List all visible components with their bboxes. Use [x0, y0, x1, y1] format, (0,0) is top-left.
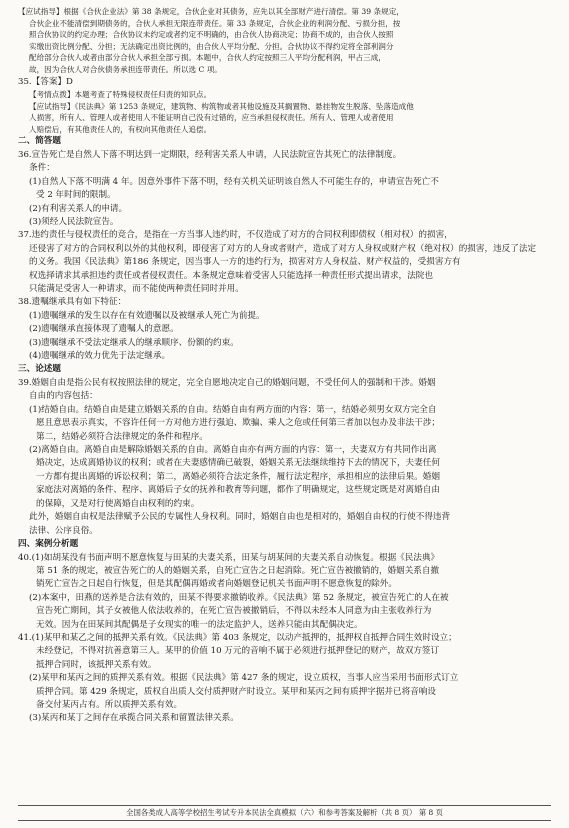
text-line: 抵押合同时，该抵押关系有效。 — [36, 659, 157, 670]
text-line: 的义务。我国《民法典》第186 条规定，因当事人一方的违约行为，损害对方人身权益、财产权益的，受损害方有 — [29, 257, 461, 268]
text-line: 婚决定，达成离婚协议的权利；或者在夫妻感情确已破裂，婚姻关系无法继续维持下去的情况下，夫妻任何 — [36, 458, 440, 469]
text-line: 38.遗嘱继承具有如下特征： — [18, 297, 127, 308]
text-line: 条件： — [29, 163, 55, 174]
text-line: 【考情点拨】本题考查了特殊侵权责任归责的知识点。 — [29, 89, 212, 99]
text-line: 只能满足受害人一种请求，而不能使两种责任同时并用。 — [29, 284, 244, 294]
text-line: 39.婚姻自由是指公民有权按照法律的规定，完全自愿地决定自己的婚姻问题，不受任何人的强制和干涉。婚姻 — [18, 378, 436, 389]
text-line: (1)遗嘱继承的发生以存在有效遗嘱以及被继承人死亡为前提。 — [29, 310, 265, 321]
text-line: 【应试指导】根据《合伙企业法》第 38 条规定，合伙企业对其债务，应先以其全部财产进行清偿。第 39 条规定， — [18, 7, 404, 16]
text-line: (2)本案中，田燕的送养是合法有效的，田某不得要求撤销收养。《民法典》第 52 条规定，被宣告死亡的人在被 — [29, 592, 449, 603]
text-line: 故，因为合伙人对合伙债务承担连带责任。所以选 C 项。 — [29, 64, 222, 74]
section-heading: 二、简答题 — [18, 136, 61, 147]
text-line: 40.(1)如胡某没有书面声明不愿意恢复与田某的夫妻关系，田某与胡某间的夫妻关系自动恢复。根据《民法典》 — [18, 552, 440, 563]
text-line: 备交付某丙占有。所以质押关系有效。 — [36, 699, 183, 710]
text-line: (1)结婚自由。结婚自由是建立婚姻关系的自由。结婚自由有两方面的内容：第一，结婚必须男女双方完全自 — [29, 404, 437, 415]
text-line: 家庭法对离婚的条件、程序、离婚后子女的抚养和教育等问题，都作了明确规定，这些规定既是对离婚自由 — [36, 485, 440, 496]
text-line: 此外，婚姻自由权是法律赋予公民的专属性人身权利。同时，婚姻自由也是相对的，婚姻自由权的行使不得违背 — [29, 512, 451, 523]
text-line: 销死亡宣告之日起自行恢复，但是其配偶再婚或者向婚姻登记机关书面声明不愿意恢复的除外。 — [36, 579, 397, 590]
text-line: 实缴出资比例分配、分担；无法确定出资比例的，由合伙人平均分配、分担。合伙协议不得约定将全部利润分 — [29, 41, 394, 51]
text-line: 人损害，所有人、管理人或者使用人不能证明自己没有过错的，应当承担侵权责任。所有人、管理人或者使用 — [29, 113, 394, 123]
text-line: 41.(1)某甲和某乙之间的抵押关系有效。《民法典》第 403 条规定，以动产抵押的，抵押权自抵押合同生效时设立； — [18, 632, 457, 643]
text-line: 愿且意思表示真实，不容许任何一方对他方进行强迫、欺骗、乘人之危或任何第三者加以包办及非法干涉； — [36, 418, 440, 429]
text-line: 无效。因为在田某间其配偶是子女现实的唯一的法定监护人，送养只能由其配偶决定。 — [36, 619, 363, 630]
text-line: 人赔偿后，有其他责任人的，有权向其他责任人追偿。 — [29, 124, 212, 134]
text-line: (2)某甲和某丙之间的质押关系有效。根据《民法典》第 427 条的规定，设立质权，当事人应当采用书面形式订立 — [29, 673, 459, 684]
text-line: 还侵害了对方的合同权利以外的其他权利，即侵害了对方的人身或者财产，造成了对方人身权或财产权（绝对权）的损害，违反了法定 — [29, 243, 537, 254]
text-line: 未经登记，不得对抗善意第三人。某甲的价值 10 万元的音响不属于必须进行抵押登记的财产，故双方签订 — [36, 646, 440, 657]
text-line: (3)须经人民法院宣告。 — [29, 216, 119, 227]
text-line: 第二，结婚必须符合法律规定的条件和程序。 — [36, 431, 208, 442]
section-heading: 四、案例分析题 — [18, 538, 79, 549]
text-line: (4)遗嘱继承的效力优先于法定继承。 — [29, 351, 171, 362]
page-footer: 全国各类成人高等学校招生考试专升本民法全真模拟（六）和参考答案及解析（共 8 页） 第 8 页 — [18, 805, 551, 821]
text-line: 一方都有提出离婚的诉讼权利；第二，离婚必须符合法定条件，履行法定程序，承担相应的法律后果。婚姻 — [36, 471, 440, 482]
text-line: 权选择请求其承担违约责任或者侵权责任。本条规定意味着受害人只能选择一种责任形式提出请求，法院也 — [29, 270, 433, 281]
page-body — [18, 6, 551, 726]
text-line: 配给部分合伙人或者由部分合伙人承担全部亏损。本题中，合伙人约定按照三人平均分配利润，甲占三成， — [29, 53, 386, 63]
text-line: 合伙企业不能清偿到期债务的，合伙人承担无限连带责任。第 33 条规定，合伙企业的利润分配、亏损分担，按 — [29, 18, 401, 28]
section-heading: 三、论述题 — [18, 364, 61, 375]
text-line: 质押合同。第 429 条规定，质权自出质人交付质押财产时设立。某甲和某丙之间有质押字据并已将音响设 — [36, 686, 436, 697]
text-line: 36.宣告死亡是自然人下落不明达到一定期限，经利害关系人申请，人民法院宣告其死亡的法律制度。 — [18, 149, 402, 160]
text-line: (2)有利害关系人的申请。 — [29, 203, 128, 214]
text-line: 法律、公序良俗。 — [29, 525, 98, 536]
text-line: 受 2 年时间的限制。 — [36, 190, 116, 201]
text-line: 自由的内容包括： — [29, 391, 98, 402]
text-line: (2)离婚自由。离婚自由是解除婚姻关系的自由。离婚自由亦有两方面的内容：第一，夫妻双方有共同作出离 — [29, 445, 437, 456]
text-line: 宣告死亡期间，其子女被他人依法收养的，在死亡宣告被撤销后，不得以未经本人同意为由主张收养行为 — [36, 606, 432, 617]
text-line: (1)自然人下落不明满 4 年。因意外事件下落不明，经有关机关证明该自然人不可能生存的，申请宣告死亡不 — [29, 176, 439, 187]
text-line: (3)某丙和某丁之间存在承揽合同关系和留置法律关系。 — [29, 713, 239, 724]
text-line: 【应试指导】《民法典》第 1253 条规定，建筑物、构筑物或者其他设施及其搁置物、悬挂物发生脱落、坠落造成他 — [29, 101, 414, 111]
text-line: 照合伙协议的约定办理；合伙协议未约定或者约定不明确的，由合伙人协商决定；协商不成的，由合伙人按照 — [29, 30, 394, 40]
text-line: 35.【答案】D — [18, 76, 73, 87]
text-line: (3)遗嘱继承不受法定继承人的继承顺序、份额的约束。 — [29, 337, 239, 348]
text-line: (2)遗嘱继承直接体现了遗嘱人的意愿。 — [29, 324, 179, 335]
text-line: 37.违约责任与侵权责任的竞合，是指在一方当事人违约时，不仅造成了对方的合同权利即债权（相对权）的损害， — [18, 230, 453, 241]
text-line: 的保障，又是对行使离婚自由权利的约束。 — [36, 498, 200, 509]
text-line: 第 51 条的规定，被宣告死亡的人的婚姻关系，自死亡宣告之日起消除。死亡宣告被撤销的，婚姻关系自撤 — [36, 565, 440, 576]
